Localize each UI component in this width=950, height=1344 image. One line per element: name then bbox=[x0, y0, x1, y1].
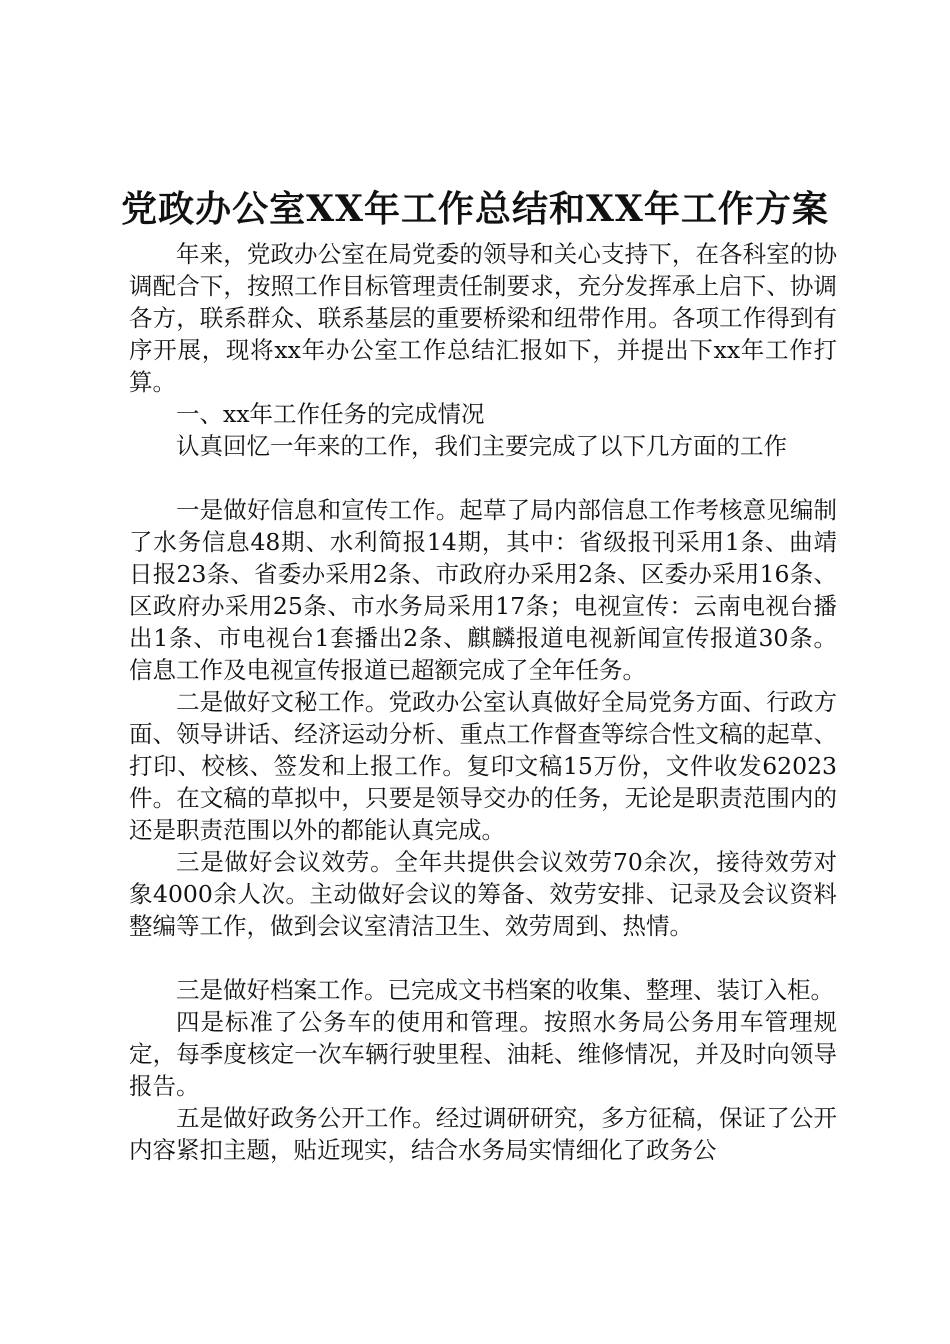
paragraph-archive-work: 三是做好档案工作。已完成文书档案的收集、整理、装订入柜。 bbox=[176, 976, 834, 1004]
paragraph-intro: 年来，党政办公室在局党委的领导和关心支持下，在各科室的协调配合下，按照工作目标管理责任制要求，充分发挥承上启下、协调各方，联系群众、联系基层的重要桥梁和纽带作用。各项工作得到有序开展，现将xx年办公室工作总结汇报如下，并提出下xx年工作打算。 bbox=[129, 240, 837, 396]
document-title: 党政办公室XX年工作总结和XX年工作方案 bbox=[121, 188, 829, 230]
paragraph-overview: 认真回忆一年来的工作，我们主要完成了以下几方面的工作 bbox=[176, 432, 787, 460]
paragraph-meeting-service: 三是做好会议效劳。全年共提供会议效劳70余次，接待效劳对象4000余人次。主动做好会议的筹备、效劳安排、记录及会议资料整编等工作，做到会议室清洁卫生、效劳周到、热情。 bbox=[129, 848, 837, 940]
paragraph-secretarial-work: 二是做好文秘工作。党政办公室认真做好全局党务方面、行政方面、领导讲话、经济运动分析、重点工作督查等综合性文稿的起草、打印、校核、签发和上报工作。复印文稿15万份，文件收发62023件。在文稿的草拟中，只要是领导交办的任务，无论是职责范围内的还是职责范围以外的都能认真完成。 bbox=[129, 688, 837, 844]
paragraph-government-affairs: 五是做好政务公开工作。经过调研研究，多方征稿，保证了公开内容紧扣主题，贴近现实，结合水务局实情细化了政务公 bbox=[129, 1104, 837, 1164]
document-body bbox=[129, 238, 837, 1166]
paragraph-information-work: 一是做好信息和宣传工作。起草了局内部信息工作考核意见编制了水务信息48期、水利简报14期，其中：省级报刊采用1条、曲靖日报23条、省委办采用2条、市政府办采用2条、区委办采用16条、区政府办采用25条、市水务局采用17条；电视宣传：云南电视台播出1条、市电视台1套播出2条、麒麟报道电视新闻宣传报道30条。信息工作及电视宣传报道已超额完成了全年任务。 bbox=[129, 496, 837, 684]
section-heading-1: 一、xx年工作任务的完成情况 bbox=[176, 400, 485, 428]
paragraph-vehicle-management: 四是标准了公务车的使用和管理。按照水务局公务用车管理规定，每季度核定一次车辆行驶里程、油耗、维修情况，并及时向领导报告。 bbox=[129, 1008, 837, 1100]
